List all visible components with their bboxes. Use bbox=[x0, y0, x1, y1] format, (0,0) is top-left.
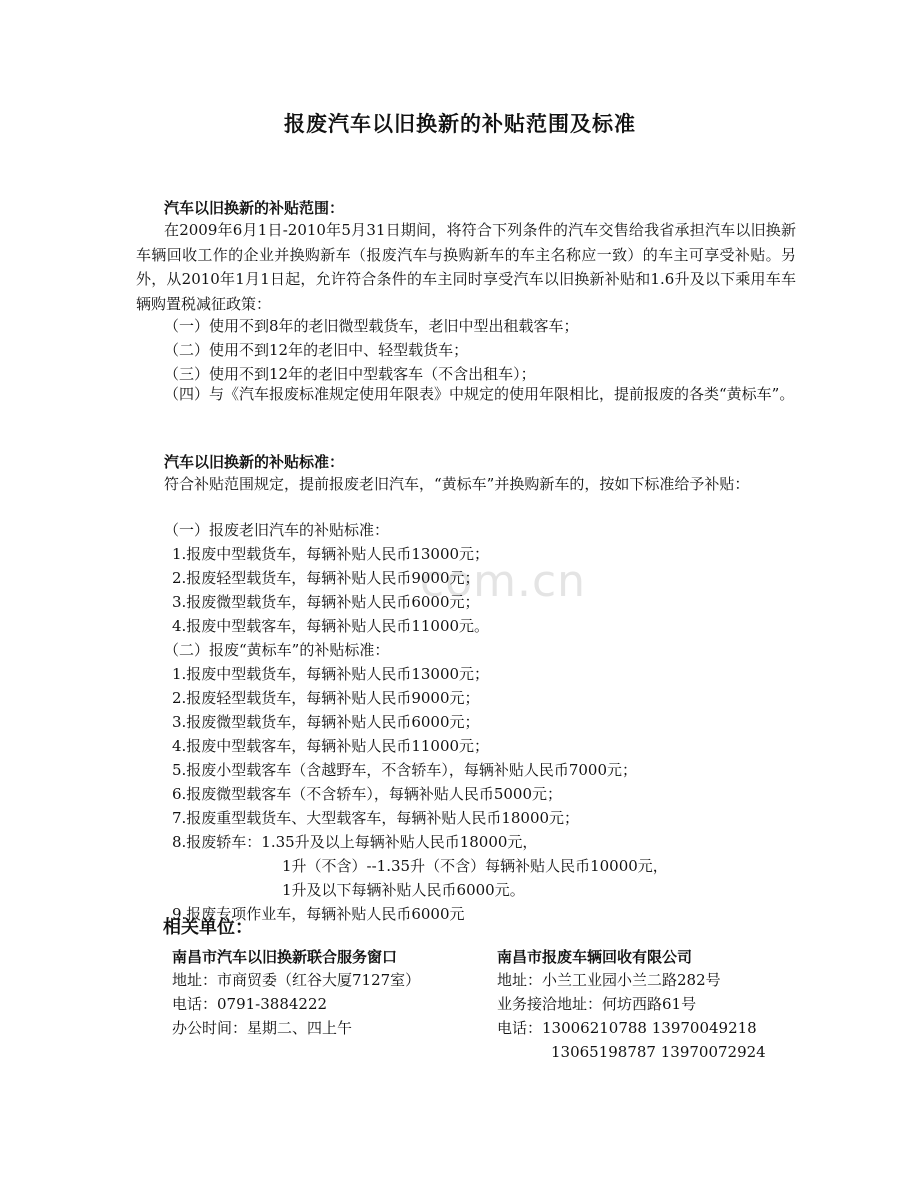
left-unit-address: 地址：市商贸委（红谷大厦7127室） bbox=[172, 971, 421, 989]
standard-intro: 符合补贴范围规定，提前报废老旧汽车，“黄标车”并换购新车的，按如下标准给予补贴： bbox=[164, 475, 750, 493]
left-unit-phone: 电话：0791-3884222 bbox=[172, 995, 328, 1013]
document-title: 报废汽车以旧换新的补贴范围及标准 bbox=[284, 112, 636, 136]
left-unit-hours: 办公时间：星期二、四上午 bbox=[172, 1019, 353, 1037]
related-heading: 相关单位： bbox=[163, 917, 253, 938]
sub1-title: （一）报废老旧汽车的补贴标准： bbox=[164, 521, 390, 539]
right-unit-address: 地址：小兰工业园小兰二路282号 bbox=[497, 971, 721, 989]
sub2-item-7: 7.报废重型载货车、大型载客车，每辆补贴人民币18000元； bbox=[172, 809, 580, 827]
sub2-item-9: 9.报废专项作业车，每辆补贴人民币6000元 bbox=[172, 905, 465, 923]
sub2-item-8-cont-1: 1升（不含）--1.35升（不含）每辆补贴人民币10000元， bbox=[282, 857, 668, 875]
sub1-item-2: 2.报废轻型载货车，每辆补贴人民币9000元； bbox=[172, 569, 480, 587]
left-unit-name: 南昌市汽车以旧换新联合服务窗口 bbox=[172, 948, 398, 966]
sub2-item-8-cont-2: 1升及以下每辆补贴人民币6000元。 bbox=[282, 881, 525, 899]
watermark: com.cn bbox=[420, 556, 587, 607]
scope-item-2: （二）使用不到12年的老旧中、轻型载货车； bbox=[164, 341, 469, 359]
standard-heading: 汽车以旧换新的补贴标准： bbox=[164, 453, 345, 471]
right-unit-business-address: 业务接洽地址：何坊西路61号 bbox=[497, 995, 697, 1013]
right-unit-phone-1: 电话：13006210788 13970049218 bbox=[497, 1019, 757, 1037]
scope-intro: 在2009年6月1日-2010年5月31日期间，将符合下列条件的汽车交售给我省承担汽车以旧换新车辆回收工作的企业并换购新车（报废汽车与换购新车的车主名称应一致）的车主可享受补贴。另外，从2010年1月1日起，允许符合条件的车主同时享受汽车以旧换新补贴和1.6升及以下乘用车车辆购置税减征政策： bbox=[136, 221, 796, 313]
sub1-item-1: 1.报废中型载货车，每辆补贴人民币13000元； bbox=[172, 545, 490, 563]
sub2-item-5: 5.报废小型载客车（含越野车，不含轿车），每辆补贴人民币7000元； bbox=[172, 761, 637, 779]
sub1-item-4: 4.报废中型载客车，每辆补贴人民币11000元。 bbox=[172, 617, 490, 635]
scope-item-4: （四）与《汽车报废标准规定使用年限表》中规定的使用年限相比，提前报废的各类“黄标车”。 bbox=[164, 385, 795, 403]
sub2-item-6: 6.报废微型载客车（不含轿车），每辆补贴人民币5000元； bbox=[172, 785, 562, 803]
scope-heading: 汽车以旧换新的补贴范围： bbox=[164, 199, 345, 217]
scope-item-3: （三）使用不到12年的老旧中型载客车（不含出租车）； bbox=[164, 365, 536, 383]
right-unit-phone-2: 13065198787 13970072924 bbox=[551, 1043, 766, 1061]
sub1-item-3: 3.报废微型载货车，每辆补贴人民币6000元； bbox=[172, 593, 480, 611]
sub2-item-3: 3.报废微型载货车，每辆补贴人民币6000元； bbox=[172, 713, 480, 731]
right-unit-name: 南昌市报废车辆回收有限公司 bbox=[497, 948, 693, 966]
sub2-item-4: 4.报废中型载客车，每辆补贴人民币11000元； bbox=[172, 737, 490, 755]
sub2-item-8: 8.报废轿车：1.35升及以上每辆补贴人民币18000元， bbox=[172, 833, 538, 851]
sub2-title: （二）报废“黄标车”的补贴标准： bbox=[164, 641, 390, 659]
sub2-item-2: 2.报废轻型载货车，每辆补贴人民币9000元； bbox=[172, 689, 480, 707]
sub2-item-1: 1.报废中型载货车，每辆补贴人民币13000元； bbox=[172, 665, 490, 683]
scope-item-1: （一）使用不到8年的老旧微型载货车，老旧中型出租载客车； bbox=[164, 317, 579, 335]
